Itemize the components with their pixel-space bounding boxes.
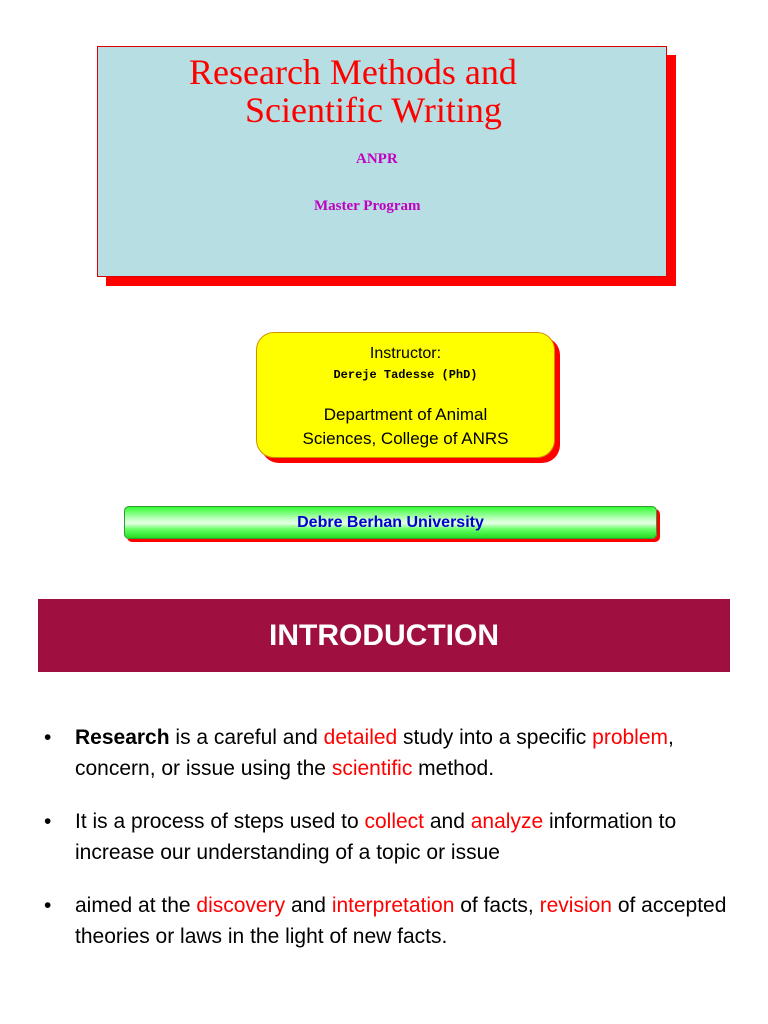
highlight: detailed (323, 726, 398, 749)
text: information to increase our understanding of a topic or issue (75, 810, 677, 864)
instructor-box (256, 332, 555, 458)
highlight: discovery (196, 894, 286, 917)
highlight: problem (592, 726, 669, 749)
text: , concern, or issue using the (75, 726, 674, 780)
section-heading: INTRODUCTION (38, 599, 730, 672)
text: and (424, 810, 471, 833)
department-line-1: Department of Animal (323, 405, 488, 424)
text: and (285, 894, 332, 917)
bullet-item (44, 890, 744, 952)
highlight: collect (364, 810, 425, 833)
bullet-icon: • (44, 726, 52, 749)
highlight: analyze (470, 810, 544, 833)
text: It is a process of steps used to (75, 810, 365, 833)
program-name: Master Program (314, 198, 421, 214)
slide-title (98, 53, 668, 129)
bullet-icon: • (44, 810, 52, 833)
text: of accepted theories or laws in the light of new facts. (75, 894, 727, 948)
university-bar: Debre Berhan University (124, 506, 657, 539)
title-line-1: Research Methods and (189, 52, 517, 92)
bullet-list (44, 722, 744, 974)
department (257, 403, 554, 451)
bullet-item (44, 806, 744, 868)
text: of facts, (454, 894, 540, 917)
text: study into a specific (397, 726, 593, 749)
instructor-label: Instructor: (369, 345, 442, 362)
highlight: revision (539, 894, 612, 917)
highlight: scientific (331, 757, 413, 780)
text: is a careful and (169, 726, 324, 749)
text: aimed at the (75, 894, 197, 917)
title-box (97, 46, 667, 277)
highlight: interpretation (331, 894, 455, 917)
text: method. (412, 757, 495, 780)
term: Research (75, 726, 170, 749)
instructor-name: Dereje Tadesse (PhD) (333, 368, 478, 382)
program-code: ANPR (356, 151, 398, 167)
department-line-2: Sciences, College of ANRS (302, 429, 509, 448)
bullet-item (44, 722, 744, 784)
title-line-2: Scientific Writing (245, 90, 502, 130)
bullet-icon: • (44, 894, 52, 917)
